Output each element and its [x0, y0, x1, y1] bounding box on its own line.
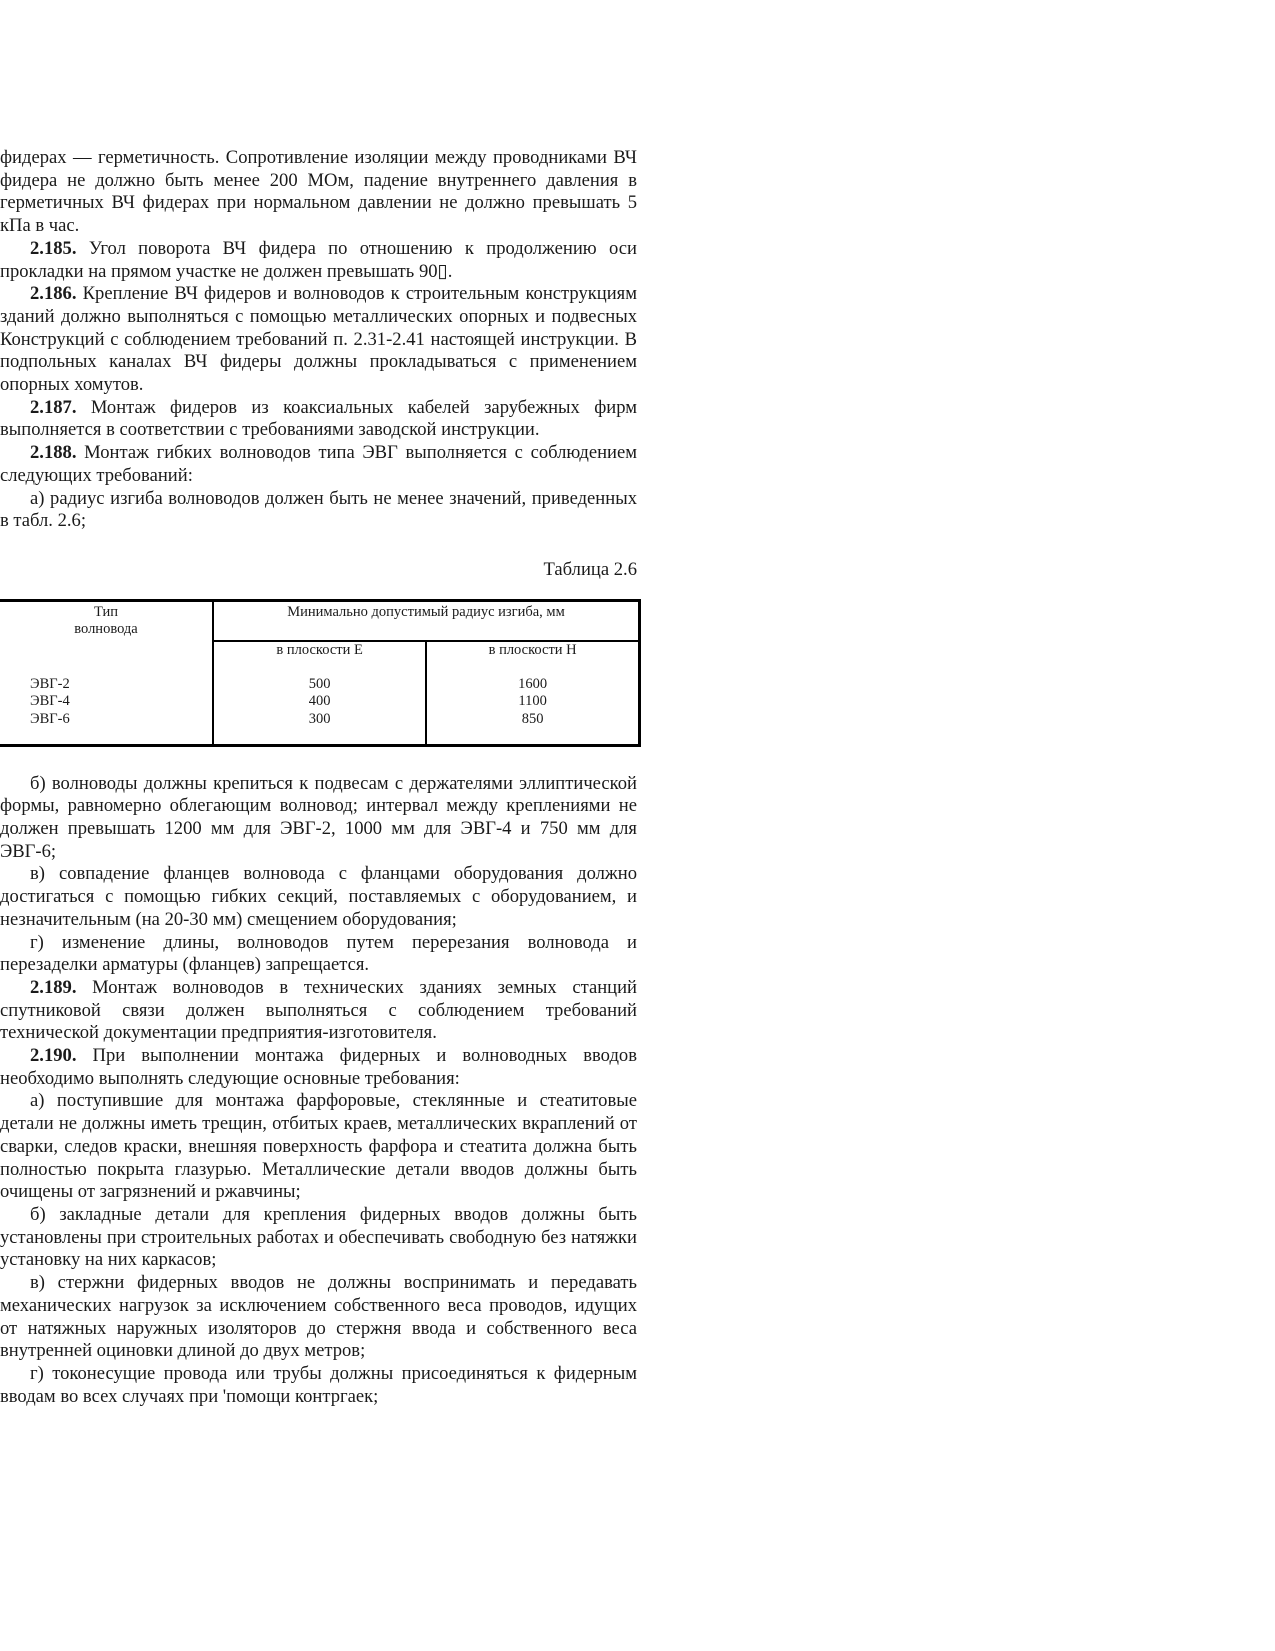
paragraph-2-190-g	[0, 1363, 637, 1408]
cell-e: 500	[308, 675, 331, 692]
header-type-line2: волновода	[74, 621, 138, 638]
paragraph-text: в) стержни фидерных вводов не должны воспринимать и передавать механических нагрузок за исключением собственного веса проводов, идущих от натяжных наружных изоляторов до стержня ввода и собственного веса внутренней оциновки длиной до двух метров;	[0, 1272, 637, 1362]
paragraph-2-185	[0, 238, 637, 283]
header-type-line1: Тип	[93, 603, 118, 620]
paragraph-2-188-b	[0, 773, 637, 864]
table-2-6	[0, 599, 641, 747]
paragraph-text: б) волноводы должны крепиться к подвесам с держателями эллиптической формы, равномерно облегающим волновод; интервал между креплениями не должен превышать 1200 мм для ЭВГ-2, 1000 мм для ЭВГ-4 и 750 мм для ЭВГ-6;	[0, 772, 637, 862]
paragraph-text: Крепление ВЧ фидеров и волноводов к строительным конструкциям зданий должно выполняться с помощью металлических опорных и подвесных Конструкций с соблюдением требований п. 2.31-2.41 настоящей инструкции. В подпольных каналах ВЧ фидеры должны прокладываться с применением опорных хомутов.	[0, 283, 637, 396]
cell-plane-h-values	[426, 676, 639, 746]
cell-h: 1600	[518, 675, 548, 692]
clause-number: 2.188.	[30, 442, 77, 464]
header-min-bend-radius: Минимально допустимый радиус изгиба, мм	[213, 600, 640, 641]
paragraph-text: При выполнении монтажа фидерных и волноводных вводов необходимо выполнять следующие основные требования:	[0, 1045, 637, 1089]
header-waveguide-type	[0, 600, 213, 676]
paragraph-2-190-a	[0, 1090, 637, 1204]
cell-plane-e-values	[213, 676, 426, 746]
paragraph-text: в) совпадение фланцев волновода с фланцами оборудования должно достигаться с помощью гибких секций, поставляемых с оборудованием, и незначительным (на 20-30 мм) смещением оборудования;	[0, 863, 637, 930]
table-caption: Таблица 2.6	[543, 558, 637, 580]
table-header-row	[0, 600, 640, 641]
cell-type: ЭВГ-2	[30, 675, 70, 692]
paragraph-2-188	[0, 442, 637, 487]
bend-radius-table	[0, 599, 641, 747]
paragraph-text: Монтаж волноводов в технических зданиях земных станций спутниковой связи должен выполняться с соблюдением требований технической документации предприятия-изготовителя.	[0, 976, 637, 1044]
paragraph-2-190-b	[0, 1204, 637, 1272]
cell-h: 850	[521, 710, 544, 727]
paragraph-2-190	[0, 1045, 637, 1090]
document-page	[0, 147, 637, 1408]
paragraph-2-190-v	[0, 1272, 637, 1363]
clause-number: 2.189.	[30, 976, 77, 998]
paragraph-2-188-g	[0, 932, 637, 977]
cell-types	[0, 676, 213, 746]
header-plane-h: в плоскости Н	[488, 641, 577, 658]
paragraph-text: Угол поворота ВЧ фидера по отношению к продолжению оси прокладки на прямом участке не должен превышать 90▯.	[0, 237, 637, 282]
clause-number: 2.186.	[30, 283, 77, 305]
paragraph-2-188-v	[0, 863, 637, 931]
paragraph-2-186	[0, 283, 637, 397]
paragraph-text: Монтаж гибких волноводов типа ЭВГ выполняется с соблюдением следующих требований:	[0, 442, 637, 486]
paragraphs-after-table	[0, 773, 637, 1409]
clause-number: 2.187.	[30, 396, 77, 418]
header-plane-e: в плоскости Е	[213, 641, 426, 676]
paragraph-text: а) радиус изгиба волноводов должен быть не менее значений, приведенных в табл. 2.6;	[0, 487, 637, 532]
clause-number: 2.190.	[30, 1045, 77, 1067]
paragraph-2-188-a	[0, 488, 637, 533]
cell-h: 1100	[518, 693, 547, 710]
cell-type: ЭВГ-4	[30, 693, 70, 710]
paragraph-text: б) закладные детали для крепления фидерных вводов должны быть установлены при строительных работах и обеспечивать свободную без натяжки установку на них каркасов;	[0, 1204, 637, 1271]
paragraph-text: Монтаж фидеров из коаксиальных кабелей зарубежных фирм выполняется в соответствии с требованиями заводской инструкции.	[0, 396, 637, 441]
cell-type: ЭВГ-6	[30, 710, 70, 727]
paragraph-text: фидерах — герметичность. Сопротивление изоляции между проводниками ВЧ фидера не должно быть менее 200 МОм, падение внутреннего давления в герметичных ВЧ фидерах при нормальном давлении не должно превышать 5 кПа в час.	[0, 147, 637, 237]
clause-number: 2.185.	[30, 237, 77, 259]
paragraph-text: г) изменение длины, волноводов путем перерезания волновода и перезаделки арматуры (фланцев) запрещается.	[0, 931, 637, 976]
paragraph-continuation	[0, 147, 637, 238]
cell-e: 300	[308, 710, 331, 727]
paragraph-2-189	[0, 977, 637, 1045]
paragraph-text: г) токонесущие провода или трубы должны присоединяться к фидерным вводам во всех случаях при 'помощи контргаек;	[0, 1362, 637, 1407]
table-data-row	[0, 676, 640, 746]
paragraph-text: а) поступившие для монтажа фарфоровые, стеклянные и стеатитовые детали не должны иметь трещин, отбитых краев, металлических вкраплений от сварки, следов краски, внешняя поверхность фарфора и стеатита должна быть полностью покрыта глазурью. Металлические детали вводов должны быть очищены от загрязнений и ржавчины;	[0, 1090, 637, 1203]
cell-e: 400	[308, 693, 331, 710]
paragraph-2-187	[0, 397, 637, 442]
